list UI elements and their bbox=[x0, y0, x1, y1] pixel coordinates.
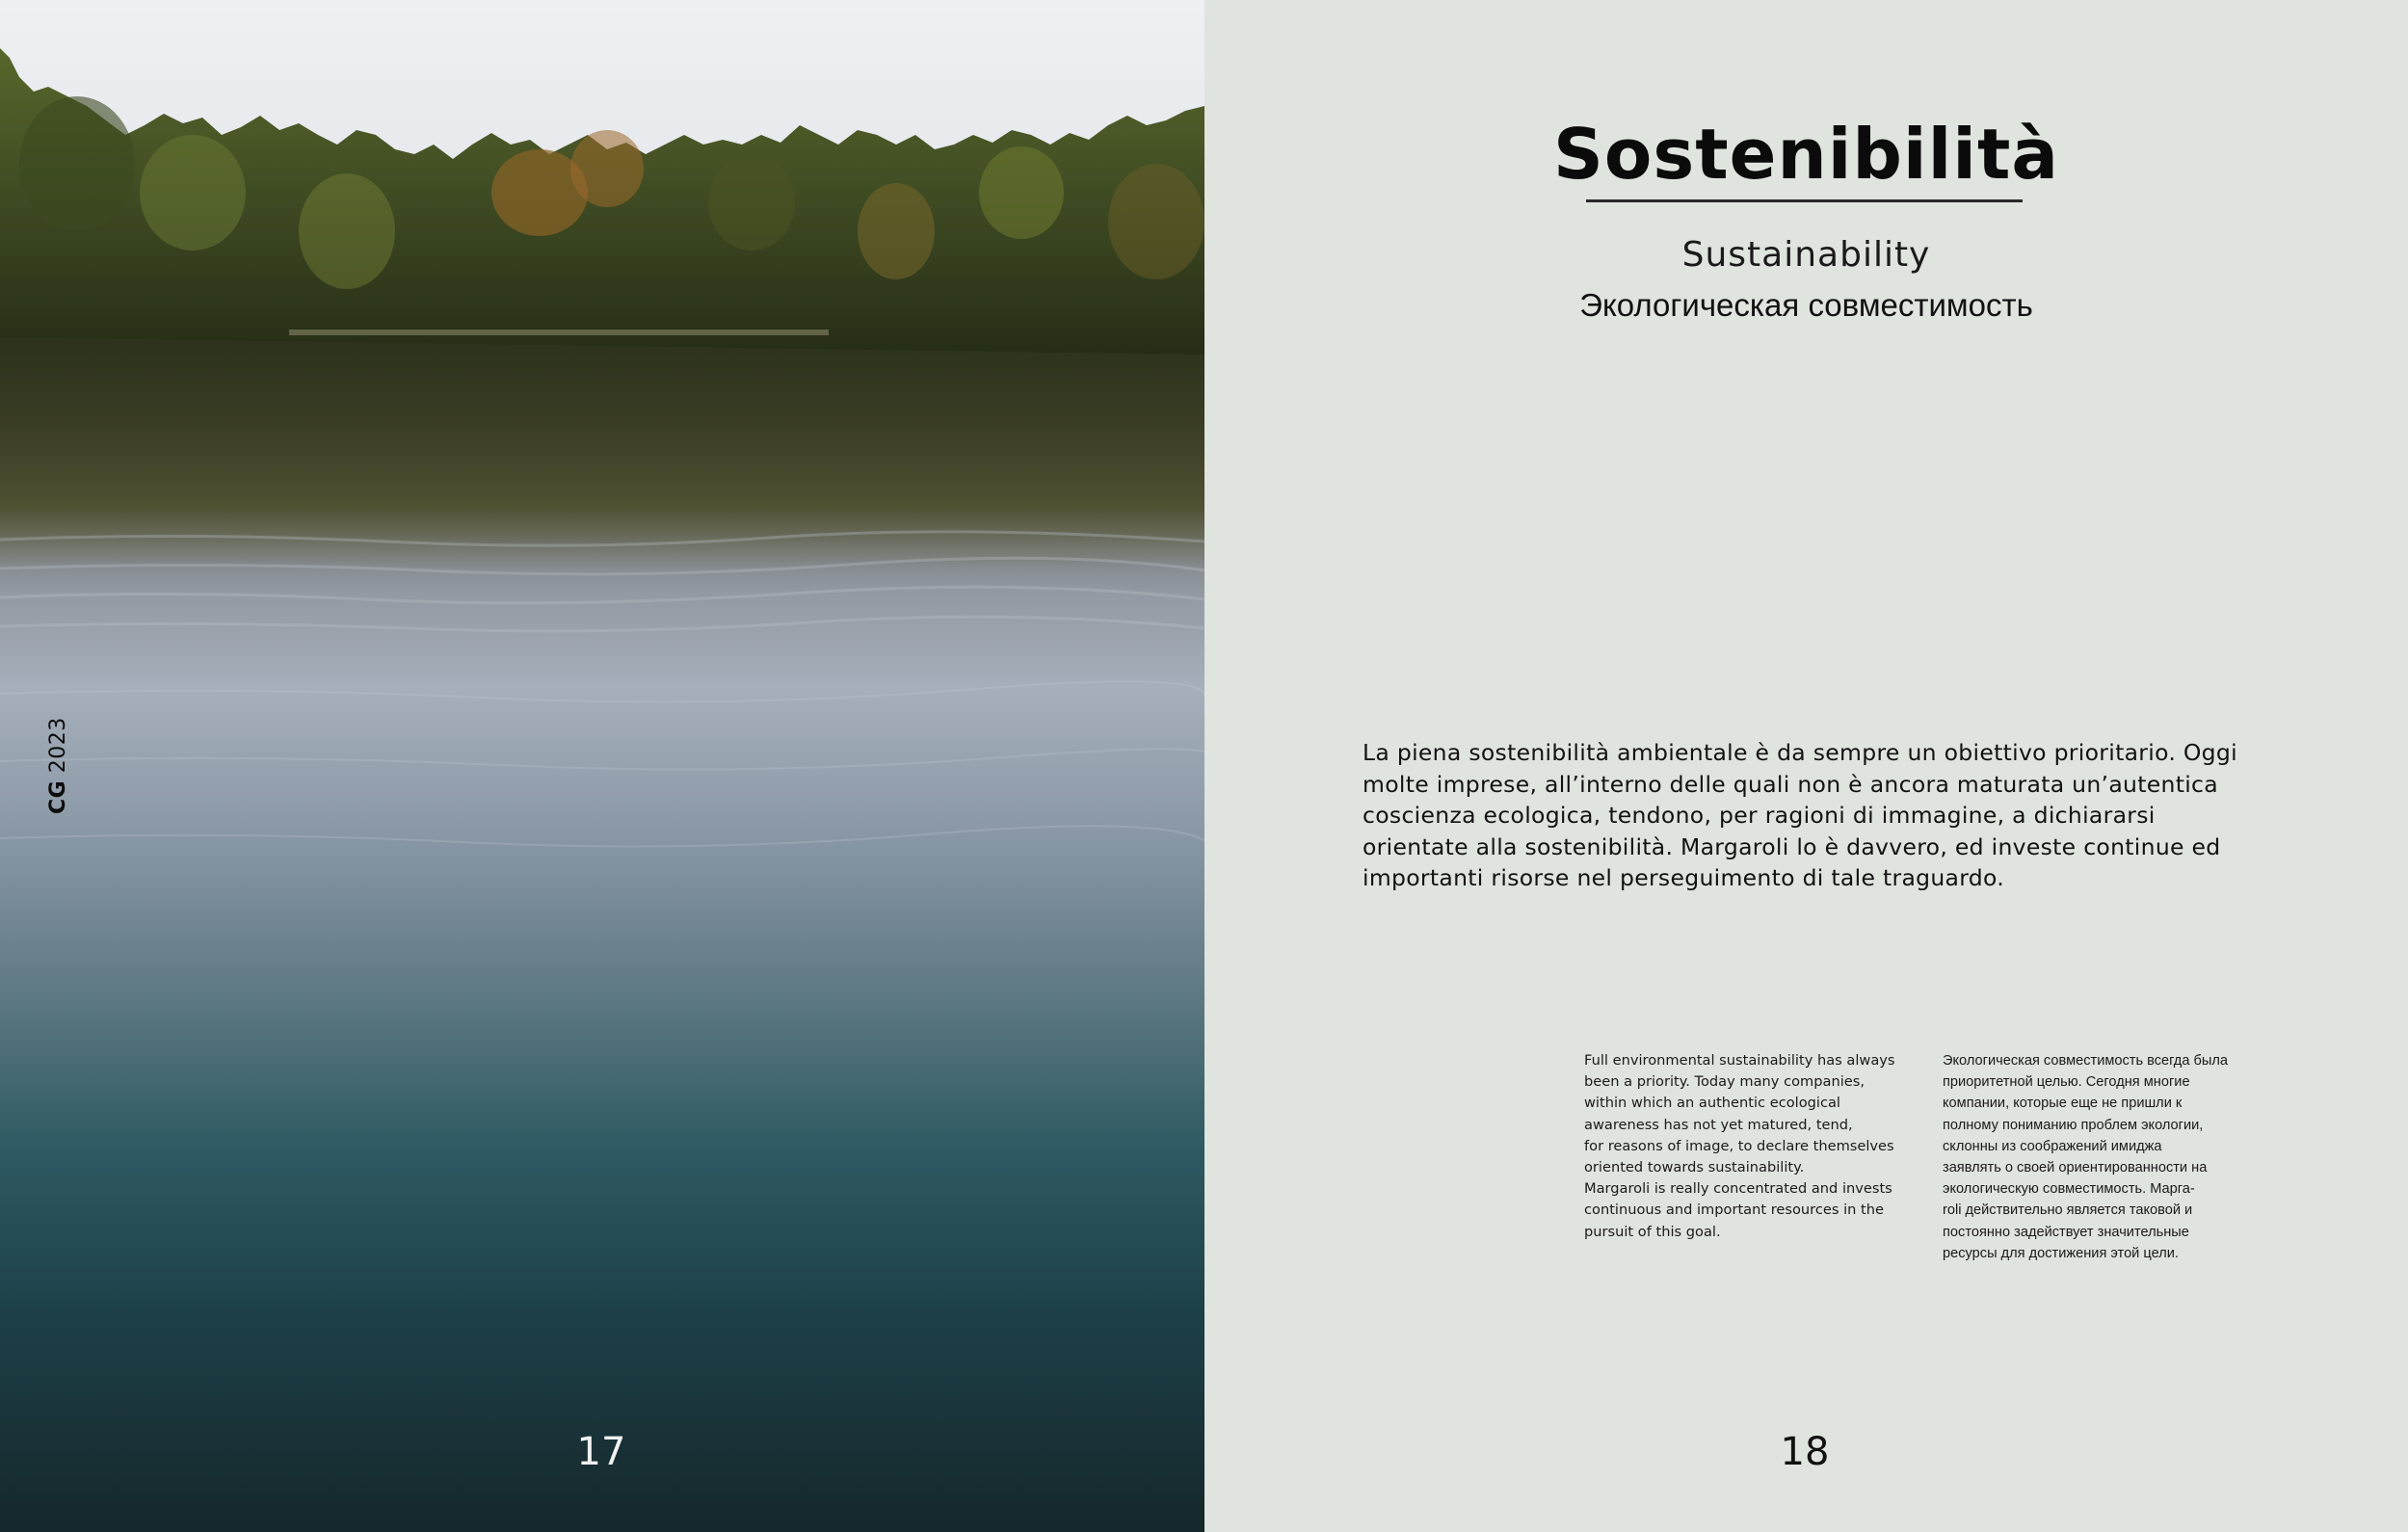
page-number-left: 17 bbox=[576, 1430, 626, 1474]
brand-label: CG bbox=[46, 779, 70, 814]
subtitle-russian: Экологическая совместимость bbox=[1579, 287, 2033, 323]
body-text-russian: Экологическая совместимость всегда была приоритетной целью. Сегодня многие компании, которые еще не пришли к полному пониманию проблем экологии, склонны из соображений имиджа заявлять о своей ориентированности на экологическую совместимость. Марга- roli действительно является таковой и постоянно задействует значительные ресурсы для достижения этой цели. bbox=[1943, 1053, 2228, 1261]
column-english bbox=[1584, 1050, 1917, 1243]
side-label bbox=[46, 717, 70, 814]
page-number-right: 18 bbox=[1780, 1430, 1830, 1474]
body-text-english: Full environmental sustainability has always been a priority. Today many companies, within which an authentic ecological awareness has not yet matured, tend, for reasons of image, to declare themselves oriented towards sustainability. Margaroli is really concentrated and invests continuous and important resources in the pursuit of this goal. bbox=[1584, 1052, 1895, 1240]
page-title: Sostenibilità bbox=[1553, 114, 2059, 195]
title-underline bbox=[1586, 199, 2023, 202]
body-text-italian: La piena sostenibilità ambientale è da sempre un obiettivo prioritario. Oggi molte imprese, all’interno delle quali non è ancora maturata un’autentica coscienza ecologica, tendono, per ragioni di immagine, a dichiararsi orientate alla sostenibilità. Margaroli lo è davvero, ed investe continue ed importanti risorse nel perseguimento di tale traguardo. bbox=[1363, 739, 2237, 891]
subtitle-english: Sustainability bbox=[1681, 235, 1931, 275]
year-label: 2023 bbox=[46, 717, 70, 774]
column-russian bbox=[1943, 1050, 2275, 1264]
right-page bbox=[1204, 0, 2408, 1532]
